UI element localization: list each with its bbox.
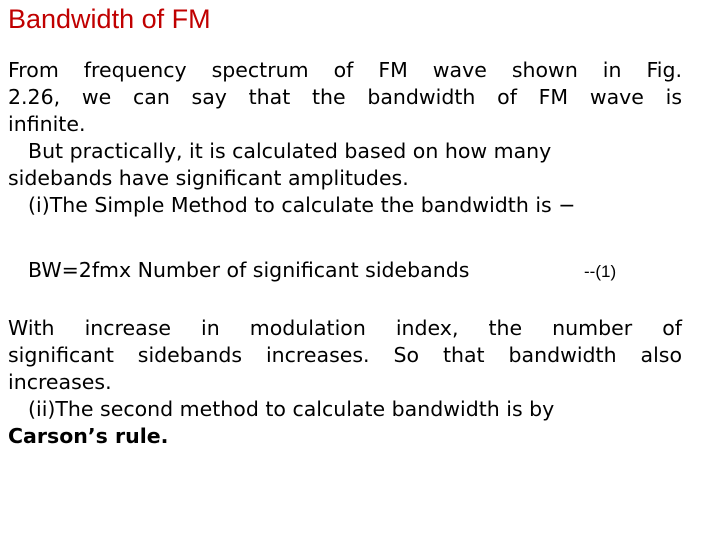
text-line: 2.26, we can say that the bandwidth of FM wave is (8, 85, 682, 109)
slide-title: Bandwidth of FM (8, 4, 211, 34)
carsons-rule-text: Carson’s rule. (8, 424, 169, 448)
text-line: sidebands have significant amplitudes. (8, 166, 409, 190)
text-line: (ii)The second method to calculate bandwidth is by (28, 397, 555, 421)
text-line: infinite. (8, 112, 86, 136)
text-line: increases. (8, 370, 112, 394)
text-line: significant sidebands increases. So that bandwidth also (8, 343, 682, 367)
text-line: (i)The Simple Method to calculate the bandwidth is − (28, 193, 576, 217)
bandwidth-formula: BW=2fmx Number of significant sidebands (28, 258, 470, 282)
equation-number: --(1) (584, 262, 617, 281)
modulation-paragraph (8, 315, 682, 450)
intro-paragraph (8, 57, 682, 219)
text-line: With increase in modulation index, the number of (8, 316, 682, 340)
text-line: From frequency spectrum of FM wave shown in Fig. (8, 58, 682, 82)
text-line: But practically, it is calculated based on how many (28, 139, 552, 163)
